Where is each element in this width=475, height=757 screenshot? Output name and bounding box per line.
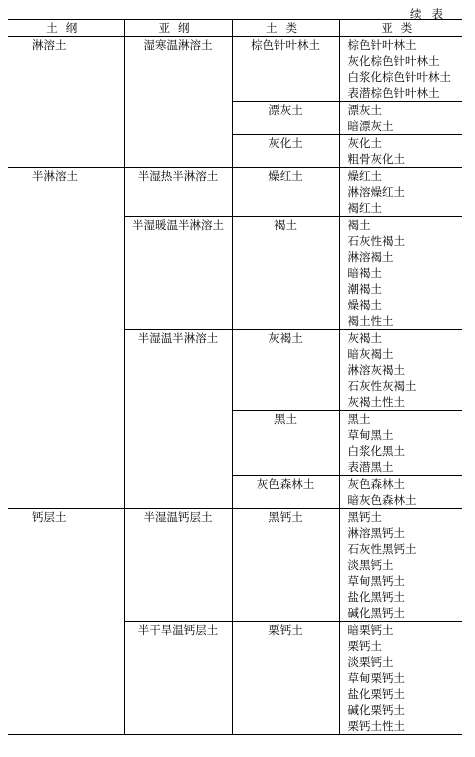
soil-subgroup-item: 暗灰色森林土 — [347, 493, 417, 507]
header-subgroup: 亚类 — [339, 20, 462, 37]
soil-subgroup-list — [339, 37, 462, 102]
soil-group-cell: 灰色森林土 — [232, 476, 339, 509]
soil-subgroup-item: 潮褐土 — [347, 282, 382, 296]
soil-subgroup-item: 淋溶褐土 — [347, 250, 394, 264]
soil-subgroup-item: 表潜棕色针叶林土 — [347, 86, 440, 100]
soil-subgroup-item: 黑钙土 — [347, 510, 382, 524]
soil-classification-table — [8, 19, 462, 735]
soil-group-cell: 栗钙土 — [232, 622, 339, 735]
soil-subgroup-item: 粗骨灰化土 — [347, 152, 405, 166]
soil-subgroup-item: 盐化栗钙土 — [347, 687, 405, 701]
soil-suborder-cell: 半湿温钙层土 — [124, 509, 232, 622]
soil-subgroup-item: 褐土 — [347, 218, 371, 232]
soil-group-cell: 灰褐土 — [232, 330, 339, 411]
soil-suborder-cell: 半湿温半淋溶土 — [124, 330, 232, 509]
soil-subgroup-item: 碱化黑钙土 — [347, 606, 405, 620]
soil-group-cell: 棕色针叶林土 — [232, 37, 339, 102]
soil-group-cell: 黑钙土 — [232, 509, 339, 622]
header-group: 土类 — [232, 20, 339, 37]
soil-subgroup-item: 黑土 — [347, 412, 371, 426]
soil-subgroup-item: 灰化棕色针叶林土 — [347, 54, 440, 68]
soil-group-cell: 灰化土 — [232, 135, 339, 168]
soil-subgroup-list — [339, 330, 462, 411]
soil-subgroup-list — [339, 135, 462, 168]
soil-subgroup-item: 灰褐土性土 — [347, 395, 405, 409]
soil-subgroup-item: 暗栗钙土 — [347, 623, 394, 637]
soil-order-cell: 半淋溶土 — [8, 168, 124, 509]
soil-subgroup-item: 淡栗钙土 — [347, 655, 394, 669]
soil-subgroup-item: 灰褐土 — [347, 331, 382, 345]
table-row — [8, 37, 462, 102]
table-header — [8, 20, 462, 37]
soil-subgroup-item: 栗钙土性土 — [347, 719, 405, 733]
soil-subgroup-item: 褐红土 — [347, 201, 382, 215]
soil-subgroup-item: 白浆化棕色针叶林土 — [347, 70, 451, 84]
table-row — [8, 509, 462, 622]
soil-order-cell: 钙层土 — [8, 509, 124, 735]
soil-subgroup-item: 灰色森林土 — [347, 477, 405, 491]
soil-subgroup-item: 白浆化黑土 — [347, 444, 405, 458]
soil-subgroup-item: 石灰性黑钙土 — [347, 542, 417, 556]
soil-subgroup-item: 灰化土 — [347, 136, 382, 150]
soil-subgroup-item: 漂灰土 — [347, 103, 382, 117]
soil-subgroup-item: 草甸黑钙土 — [347, 574, 405, 588]
soil-subgroup-item: 燥褐土 — [347, 298, 382, 312]
soil-subgroup-item: 石灰性灰褐土 — [347, 379, 417, 393]
soil-subgroup-item: 淋溶灰褐土 — [347, 363, 405, 377]
continued-label: 续表 — [410, 7, 453, 21]
soil-subgroup-item: 草甸黑土 — [347, 428, 394, 442]
soil-suborder-cell: 半湿热半淋溶土 — [124, 168, 232, 217]
soil-subgroup-item: 草甸栗钙土 — [347, 671, 405, 685]
header-suborder: 亚纲 — [124, 20, 232, 37]
soil-subgroup-list — [339, 102, 462, 135]
header-order: 土纲 — [8, 20, 124, 37]
soil-subgroup-item: 燥红土 — [347, 169, 382, 183]
soil-subgroup-item: 淋溶黑钙土 — [347, 526, 405, 540]
soil-subgroup-item: 淋溶燥红土 — [347, 185, 405, 199]
soil-subgroup-list — [339, 217, 462, 330]
soil-subgroup-list — [339, 509, 462, 622]
table-body — [8, 37, 462, 735]
soil-order-cell: 淋溶土 — [8, 37, 124, 168]
soil-subgroup-item: 棕色针叶林土 — [347, 38, 417, 52]
soil-subgroup-item: 暗漂灰土 — [347, 119, 394, 133]
soil-suborder-cell: 半干旱温钙层土 — [124, 622, 232, 735]
soil-subgroup-item: 褐土性土 — [347, 314, 394, 328]
soil-subgroup-list — [339, 168, 462, 217]
soil-subgroup-item: 暗褐土 — [347, 266, 382, 280]
table-row — [8, 168, 462, 217]
soil-subgroup-item: 栗钙土 — [347, 639, 382, 653]
soil-subgroup-item: 表潜黑土 — [347, 460, 394, 474]
soil-subgroup-item: 暗灰褐土 — [347, 347, 394, 361]
soil-group-cell: 褐土 — [232, 217, 339, 330]
soil-subgroup-item: 淡黑钙土 — [347, 558, 394, 572]
soil-suborder-cell: 湿寒温淋溶土 — [124, 37, 232, 168]
soil-subgroup-item: 石灰性褐土 — [347, 234, 405, 248]
soil-subgroup-list — [339, 622, 462, 735]
soil-suborder-cell: 半湿暖温半淋溶土 — [124, 217, 232, 330]
soil-group-cell: 黑土 — [232, 411, 339, 476]
soil-subgroup-list — [339, 411, 462, 476]
soil-subgroup-item: 碱化栗钙土 — [347, 703, 405, 717]
soil-subgroup-list — [339, 476, 462, 509]
soil-group-cell: 漂灰土 — [232, 102, 339, 135]
soil-group-cell: 燥红土 — [232, 168, 339, 217]
soil-subgroup-item: 盐化黑钙土 — [347, 590, 405, 604]
